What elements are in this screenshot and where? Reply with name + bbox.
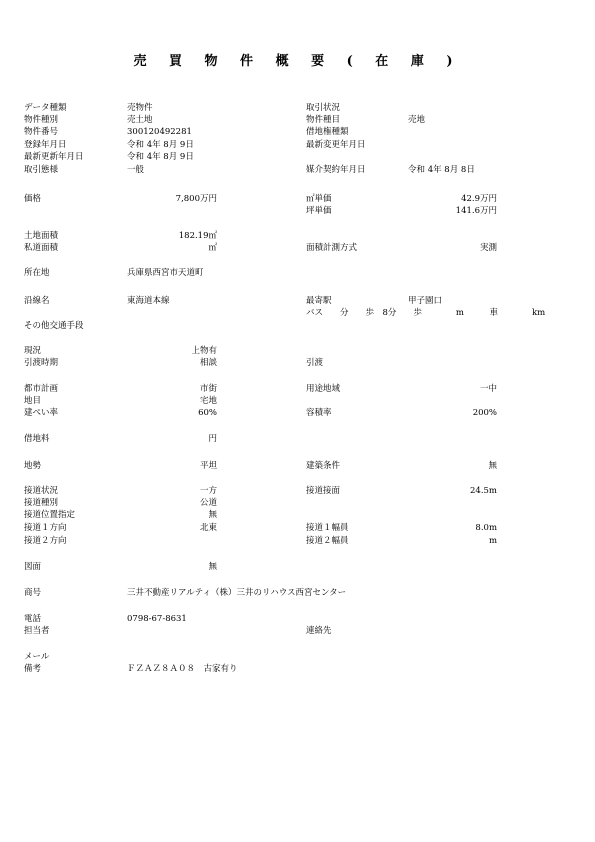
terrain-value: 平坦 bbox=[199, 461, 217, 471]
location-label: 所在地 bbox=[24, 268, 50, 278]
tsubo-price-label: 坪単価 bbox=[306, 206, 332, 216]
private-road-value: ㎡ bbox=[208, 243, 217, 253]
land-category-value: 宅地 bbox=[199, 396, 217, 406]
road-width2-label: 接道２幅員 bbox=[306, 536, 349, 546]
build-cond-label: 建築条件 bbox=[306, 461, 341, 471]
zoning-value: 一中 bbox=[479, 384, 497, 394]
handover-time-label: 引渡時期 bbox=[24, 358, 59, 368]
coverage-value: 60% bbox=[198, 408, 217, 418]
current-value: 上物有 bbox=[191, 346, 217, 356]
build-cond-value: 無 bbox=[488, 461, 497, 471]
drawing-value: 無 bbox=[208, 562, 217, 572]
notes-label: 備考 bbox=[24, 664, 42, 674]
road-width1-value: 8.0m bbox=[475, 523, 497, 533]
property-item-value: 売地 bbox=[408, 115, 426, 125]
road-status-label: 接道状況 bbox=[24, 486, 59, 496]
changed-label: 最新変更年月日 bbox=[306, 140, 366, 150]
road-dir2-label: 接道２方向 bbox=[24, 536, 67, 546]
property-no-value: 300120492281 bbox=[127, 127, 192, 137]
city-plan-value: 市街 bbox=[199, 384, 217, 394]
handover-label: 引渡 bbox=[306, 358, 324, 368]
station-label: 最寄駅 bbox=[306, 296, 332, 306]
location-value: 兵庫県西宮市天道町 bbox=[127, 268, 204, 278]
road-type-label: 接道種別 bbox=[24, 498, 59, 508]
registered-label: 登録年月日 bbox=[24, 140, 67, 150]
property-type-value: 売土地 bbox=[127, 115, 153, 125]
bus-walk-row: バス 分 歩 8分 歩 m 車 km bbox=[306, 308, 546, 318]
property-type-label: 物件種別 bbox=[24, 115, 59, 125]
tsubo-price-value: 141.6万円 bbox=[455, 206, 497, 216]
trade-status-label: 取引状況 bbox=[306, 103, 341, 113]
road-designation-value: 無 bbox=[208, 510, 217, 520]
coverage-label: 建ぺい率 bbox=[24, 408, 59, 418]
zoning-label: 用途地域 bbox=[306, 384, 341, 394]
agency-contract-value: 令和 4年 8月 8日 bbox=[408, 165, 475, 175]
land-area-value: 182.19㎡ bbox=[178, 231, 217, 241]
page-title: 売 買 物 件 概 要 ( 在 庫 ) bbox=[133, 54, 462, 69]
road-dir1-value: 北東 bbox=[199, 523, 217, 533]
data-type-value: 売物件 bbox=[127, 103, 153, 113]
sqm-price-label: ㎡単価 bbox=[306, 194, 332, 204]
data-type-label: データ種類 bbox=[24, 103, 67, 113]
other-transport-label: その他交通手段 bbox=[24, 321, 84, 331]
updated-label: 最新更新年月日 bbox=[24, 152, 84, 162]
land-area-label: 土地面積 bbox=[24, 231, 59, 241]
road-width1-label: 接道１幅員 bbox=[306, 523, 349, 533]
far-label: 容積率 bbox=[306, 408, 332, 418]
current-label: 現況 bbox=[24, 346, 42, 356]
price-label: 価格 bbox=[24, 194, 42, 204]
road-dir1-label: 接道１方向 bbox=[24, 523, 67, 533]
property-item-label: 物件種目 bbox=[306, 115, 341, 125]
road-status-value: 一方 bbox=[199, 486, 217, 496]
sqm-price-value: 42.9万円 bbox=[461, 194, 497, 204]
road-designation-label: 接道位置指定 bbox=[24, 510, 76, 520]
mail-label: メール bbox=[24, 652, 50, 662]
agency-contract-label: 媒介契約年月日 bbox=[306, 165, 366, 175]
updated-value: 令和 4年 8月 9日 bbox=[127, 152, 194, 162]
price-value: 7,800万円 bbox=[175, 194, 217, 204]
land-category-label: 地目 bbox=[24, 396, 42, 406]
area-method-value: 実測 bbox=[479, 243, 497, 253]
private-road-label: 私道面積 bbox=[24, 243, 59, 253]
road-frontage-label: 接道接面 bbox=[306, 486, 341, 496]
city-plan-label: 都市計画 bbox=[24, 384, 59, 394]
land-right-label: 借地権種類 bbox=[306, 127, 349, 137]
drawing-label: 図面 bbox=[24, 562, 42, 572]
land-rent-label: 借地料 bbox=[24, 434, 50, 444]
terrain-label: 地勢 bbox=[24, 461, 42, 471]
road-frontage-value: 24.5m bbox=[470, 486, 497, 496]
area-method-label: 面積計測方式 bbox=[306, 243, 358, 253]
road-width2-value: m bbox=[488, 536, 497, 546]
trade-mode-label: 取引態様 bbox=[24, 165, 59, 175]
line-value: 東海道本線 bbox=[127, 296, 170, 306]
phone-value: 0798-67-8631 bbox=[127, 614, 187, 624]
phone-label: 電話 bbox=[24, 614, 42, 624]
company-value: 三井不動産リアルティ（株）三井のリハウス西宮センター bbox=[127, 588, 347, 598]
line-label: 沿線名 bbox=[24, 296, 50, 306]
trade-mode-value: 一般 bbox=[127, 165, 145, 175]
contact-label: 連絡先 bbox=[306, 626, 332, 636]
station-value: 甲子園口 bbox=[408, 296, 443, 306]
far-value: 200% bbox=[472, 408, 497, 418]
person-label: 担当者 bbox=[24, 626, 50, 636]
handover-time-value: 相談 bbox=[199, 358, 217, 368]
property-no-label: 物件番号 bbox=[24, 127, 59, 137]
company-label: 商号 bbox=[24, 588, 42, 598]
land-rent-value: 円 bbox=[208, 434, 217, 444]
notes-value: ＦＺＡＺ８Ａ０８ 古家有り bbox=[127, 664, 238, 674]
road-type-value: 公道 bbox=[199, 498, 217, 508]
registered-value: 令和 4年 8月 9日 bbox=[127, 140, 194, 150]
